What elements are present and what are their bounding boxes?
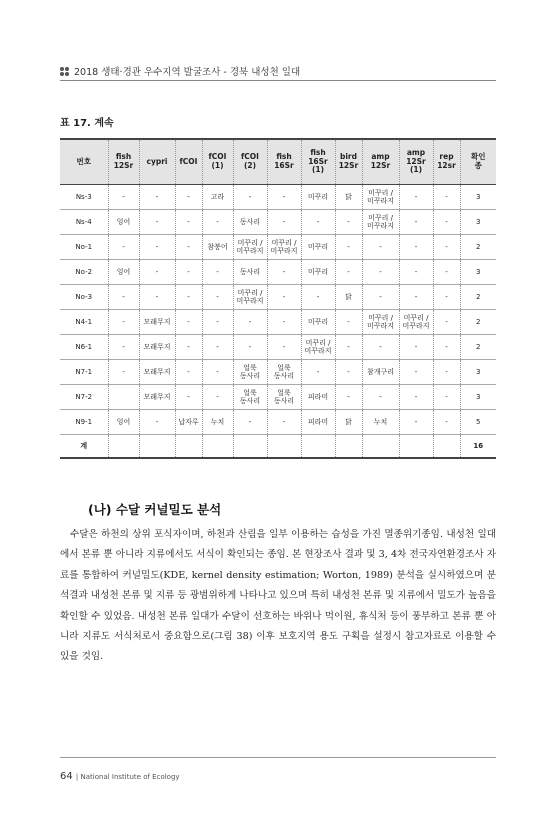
table-cell: -	[233, 335, 267, 360]
header-rule	[60, 80, 496, 81]
table-cell: 잉어	[108, 210, 139, 235]
table-cell: -	[267, 285, 301, 310]
column-header: fish 12Sr	[108, 139, 139, 185]
table-cell: 잉어	[108, 260, 139, 285]
total-row	[60, 435, 496, 459]
column-header: 번호	[60, 139, 108, 185]
table-cell: -	[433, 410, 460, 435]
table-cell: -	[108, 335, 139, 360]
table-cell: 동사리	[233, 210, 267, 235]
table-cell: 미꾸리 / 미꾸라지	[267, 235, 301, 260]
column-header: amp 12Sr (1)	[399, 139, 433, 185]
table-cell	[202, 435, 233, 459]
table-cell: 모래무지	[139, 385, 175, 410]
table-row	[60, 410, 496, 435]
table-cell: -	[139, 410, 175, 435]
table-cell: 누치	[362, 410, 399, 435]
table-cell: -	[233, 310, 267, 335]
table-cell: 미꾸리	[301, 310, 335, 335]
column-header: rep 12sr	[433, 139, 460, 185]
table-cell: -	[139, 235, 175, 260]
table-cell: 얼룩 동사리	[233, 360, 267, 385]
table-cell: -	[399, 210, 433, 235]
table-row	[60, 360, 496, 385]
table-cell: -	[267, 210, 301, 235]
table-cell: 미꾸리 / 미꾸라지	[233, 235, 267, 260]
table-row	[60, 235, 496, 260]
table-cell: -	[139, 185, 175, 210]
column-header: amp 12Sr	[362, 139, 399, 185]
column-header: 확인 종	[460, 139, 496, 185]
table-cell: -	[175, 185, 202, 210]
table-cell: -	[433, 335, 460, 360]
table-cell: -	[139, 260, 175, 285]
table-cell: 모래무지	[139, 360, 175, 385]
table-cell: -	[175, 285, 202, 310]
table-cell: -	[175, 235, 202, 260]
table-cell: -	[175, 385, 202, 410]
table-cell	[335, 435, 362, 459]
page-footer	[60, 771, 180, 782]
table-cell: No-2	[60, 260, 108, 285]
table-cell: -	[433, 385, 460, 410]
table-cell: -	[362, 235, 399, 260]
table-title: 표 17. 계속	[60, 118, 114, 129]
table-cell: 미꾸리 / 미꾸라지	[362, 210, 399, 235]
table-cell: -	[139, 285, 175, 310]
table-cell: -	[433, 185, 460, 210]
footer-rule	[60, 757, 496, 758]
page-number: 64	[60, 771, 73, 782]
table-cell: -	[433, 360, 460, 385]
table-cell: 얼룩 동사리	[233, 385, 267, 410]
table-cell	[233, 435, 267, 459]
table-cell	[108, 385, 139, 410]
institute-name: | National Institute of Ecology	[75, 773, 180, 781]
table-cell: Ns-4	[60, 210, 108, 235]
table-row	[60, 310, 496, 335]
table-cell: 5	[460, 410, 496, 435]
table-cell: -	[175, 260, 202, 285]
table-cell: -	[267, 260, 301, 285]
table-cell: N9-1	[60, 410, 108, 435]
table-cell: -	[335, 310, 362, 335]
table-cell: 미꾸리	[301, 185, 335, 210]
table-cell: 동사리	[233, 260, 267, 285]
table-cell: 얼룩 동사리	[267, 385, 301, 410]
table-cell: -	[175, 360, 202, 385]
table-cell: 피라미	[301, 385, 335, 410]
table-cell: -	[399, 385, 433, 410]
table-cell: 2	[460, 235, 496, 260]
table-cell: 미꾸리 / 미꾸라지	[233, 285, 267, 310]
table-cell: 2	[460, 310, 496, 335]
column-header: fish 16Sr (1)	[301, 139, 335, 185]
header-text: 2018 생태·경관 우수지역 발굴조사 - 경북 내성천 일대	[74, 67, 301, 78]
table-cell: 참개구리	[362, 360, 399, 385]
table-cell: 미꾸리 / 미꾸라지	[362, 185, 399, 210]
table-cell: -	[362, 285, 399, 310]
table-cell: -	[433, 210, 460, 235]
running-header	[60, 64, 300, 78]
table-cell: 참붕어	[202, 235, 233, 260]
table-cell: N6-1	[60, 335, 108, 360]
table-cell: -	[175, 310, 202, 335]
table-cell: -	[202, 260, 233, 285]
table-cell: 닭	[335, 285, 362, 310]
table-cell	[301, 435, 335, 459]
table-cell: No-1	[60, 235, 108, 260]
table-cell: -	[399, 285, 433, 310]
table-row	[60, 260, 496, 285]
table-cell: -	[202, 335, 233, 360]
table-cell: 미꾸리	[301, 260, 335, 285]
table-cell	[267, 435, 301, 459]
table-cell: 3	[460, 260, 496, 285]
table-row	[60, 335, 496, 360]
table-cell: -	[301, 360, 335, 385]
section-heading: (나) 수달 커널밀도 분석	[88, 502, 222, 517]
table-cell: -	[399, 410, 433, 435]
table-cell: -	[108, 310, 139, 335]
table-cell: 모래무지	[139, 310, 175, 335]
table-cell: -	[433, 260, 460, 285]
table-cell: -	[335, 335, 362, 360]
table-cell: -	[335, 360, 362, 385]
column-header: fCOI (2)	[233, 139, 267, 185]
table-cell: -	[175, 210, 202, 235]
table-cell: -	[335, 260, 362, 285]
table-header-row	[60, 139, 496, 185]
table-cell	[175, 435, 202, 459]
table-cell: -	[267, 335, 301, 360]
table-cell: 닭	[335, 185, 362, 210]
table-cell: N7-1	[60, 360, 108, 385]
table-cell: -	[108, 185, 139, 210]
table-cell: -	[433, 310, 460, 335]
table-cell: -	[139, 210, 175, 235]
table-cell: -	[362, 385, 399, 410]
table-cell	[362, 435, 399, 459]
column-header: fCOI	[175, 139, 202, 185]
table-cell: Ns-3	[60, 185, 108, 210]
table-cell: -	[202, 285, 233, 310]
table-cell: 모래무지	[139, 335, 175, 360]
species-table	[60, 138, 496, 459]
table-cell: No-3	[60, 285, 108, 310]
column-header: fCOI (1)	[202, 139, 233, 185]
column-header: bird 12Sr	[335, 139, 362, 185]
table-cell: -	[108, 285, 139, 310]
table-row	[60, 285, 496, 310]
table-cell: 닭	[335, 410, 362, 435]
total-label: 계	[60, 435, 108, 459]
table-cell: N4-1	[60, 310, 108, 335]
table-cell: -	[301, 285, 335, 310]
table-cell: 3	[460, 385, 496, 410]
body-paragraph: 수달은 하천의 상위 포식자이며, 하천과 산림을 일부 이용하는 습성을 가진 멸종위기종임. 내성천 일대에서 본류 뿐 아니라 지류에서도 서식이 확인되는 종임. 본 현장조사 결과 및 3, 4차 전국자연환경조사 자료를 통합하여 커널밀도(KDE, kernel density estimation; Worton, 1989) 분석을 실시하였으며 분석결과 내성천 본류 및 지류 등 광범위하게 나타나고 있으며 특히 내성천 본류 및 지류에서 밀도가 높음을 확인할 수 있었음. 내성천 본류 일대가 수달이 선호하는 바위나 먹이원, 휴식처 등이 풍부하고 본류 뿐 아니라 지류도 서식처로서 중요함으로(그림 38) 이후 보호지역 용도 구획을 설정시 참고자료로 이용할 수 있을 것임.	[60, 529, 496, 663]
table-cell: -	[233, 185, 267, 210]
table-cell: 미꾸리 / 미꾸라지	[399, 310, 433, 335]
column-header: cypri	[139, 139, 175, 185]
table-cell	[399, 435, 433, 459]
table-cell: 피라미	[301, 410, 335, 435]
table-cell: 미꾸리 / 미꾸라지	[362, 310, 399, 335]
table-cell	[433, 435, 460, 459]
table-cell: -	[202, 310, 233, 335]
table-cell: -	[399, 335, 433, 360]
table-cell: -	[175, 335, 202, 360]
table-cell: N7-2	[60, 385, 108, 410]
table-cell: -	[202, 385, 233, 410]
table-cell: 잉어	[108, 410, 139, 435]
bullet-dots-icon	[60, 67, 69, 76]
table-cell: -	[335, 235, 362, 260]
table-cell: 3	[460, 185, 496, 210]
table-cell: 미꾸리 / 미꾸라지	[301, 335, 335, 360]
table-cell: 3	[460, 210, 496, 235]
table-cell: -	[335, 385, 362, 410]
total-value: 16	[460, 435, 496, 459]
table-row	[60, 185, 496, 210]
column-header: fish 16Sr	[267, 139, 301, 185]
table-cell: -	[267, 310, 301, 335]
table-cell: -	[399, 185, 433, 210]
table-cell: -	[335, 210, 362, 235]
table-cell: -	[108, 360, 139, 385]
table-cell: -	[233, 410, 267, 435]
table-row	[60, 210, 496, 235]
table-row	[60, 385, 496, 410]
table-cell: -	[362, 260, 399, 285]
table-cell: 미꾸리	[301, 235, 335, 260]
table-cell: -	[108, 235, 139, 260]
table-cell: -	[362, 335, 399, 360]
table-cell: 고라	[202, 185, 233, 210]
table-cell: -	[399, 260, 433, 285]
table-cell: -	[301, 210, 335, 235]
table-cell: -	[399, 360, 433, 385]
table-cell: 3	[460, 360, 496, 385]
table-cell	[108, 435, 139, 459]
table-cell: -	[433, 285, 460, 310]
table-cell: -	[267, 185, 301, 210]
table-cell: -	[267, 410, 301, 435]
table-cell: -	[399, 235, 433, 260]
table-cell: -	[202, 360, 233, 385]
table-cell	[139, 435, 175, 459]
table-cell: 얼룩 동사리	[267, 360, 301, 385]
table-cell: -	[202, 210, 233, 235]
table-cell: 2	[460, 285, 496, 310]
table-cell: -	[433, 235, 460, 260]
table-cell: 누치	[202, 410, 233, 435]
table-cell: 납자루	[175, 410, 202, 435]
table-cell: 2	[460, 335, 496, 360]
